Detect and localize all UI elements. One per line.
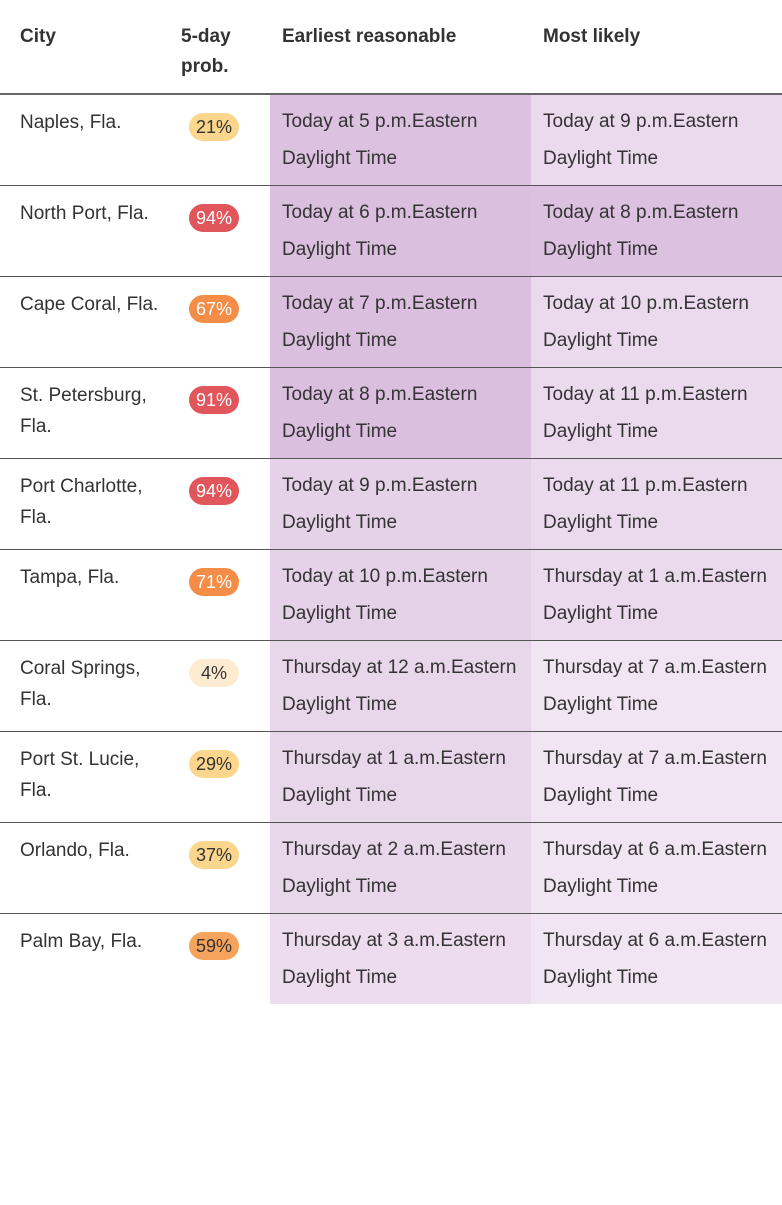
likely-arrival-cell <box>531 277 782 368</box>
earliest-arrival-cell <box>270 277 531 368</box>
likely-time: Thursday at 7 a.m. <box>543 657 702 678</box>
earliest-arrival-cell <box>270 368 531 459</box>
likely-time: Today at 10 p.m. <box>543 293 684 314</box>
table-row <box>0 94 782 186</box>
likely-timezone: Eastern Daylight Time <box>543 475 748 533</box>
probability-badge: 4% <box>189 659 239 687</box>
probability-badge: 67% <box>189 295 239 323</box>
earliest-arrival-cell <box>270 186 531 277</box>
probability-cell <box>165 550 270 641</box>
probability-cell <box>165 94 270 186</box>
probability-cell <box>165 277 270 368</box>
table-body <box>0 94 782 1004</box>
earliest-timezone: Eastern Daylight Time <box>282 566 488 624</box>
earliest-timezone: Eastern Daylight Time <box>282 293 478 351</box>
header-row <box>0 0 782 94</box>
city-cell: Port Charlotte, Fla. <box>0 459 165 550</box>
city-cell: North Port, Fla. <box>0 186 165 277</box>
likely-arrival-cell <box>531 186 782 277</box>
city-cell: Coral Springs, Fla. <box>0 641 165 732</box>
table-row <box>0 732 782 823</box>
earliest-arrival-cell <box>270 94 531 186</box>
likely-arrival-cell <box>531 914 782 1005</box>
earliest-timezone: Eastern Daylight Time <box>282 748 506 806</box>
probability-badge: 59% <box>189 932 239 960</box>
likely-timezone: Eastern Daylight Time <box>543 202 739 260</box>
earliest-time: Today at 6 p.m. <box>282 202 412 223</box>
earliest-arrival-cell <box>270 914 531 1005</box>
table-row <box>0 914 782 1005</box>
probability-cell <box>165 368 270 459</box>
likely-time: Thursday at 1 a.m. <box>543 566 702 587</box>
likely-time: Today at 8 p.m. <box>543 202 673 223</box>
table-row <box>0 459 782 550</box>
earliest-timezone: Eastern Daylight Time <box>282 111 478 169</box>
likely-timezone: Eastern Daylight Time <box>543 930 767 988</box>
city-cell: Tampa, Fla. <box>0 550 165 641</box>
earliest-time: Thursday at 1 a.m. <box>282 748 441 769</box>
earliest-time: Today at 5 p.m. <box>282 111 412 132</box>
earliest-time: Today at 7 p.m. <box>282 293 412 314</box>
likely-timezone: Eastern Daylight Time <box>543 839 767 897</box>
likely-timezone: Eastern Daylight Time <box>543 566 767 624</box>
likely-time: Today at 11 p.m. <box>543 384 683 405</box>
city-cell: St. Petersburg, Fla. <box>0 368 165 459</box>
earliest-time: Thursday at 2 a.m. <box>282 839 441 860</box>
earliest-arrival-cell <box>270 550 531 641</box>
likely-arrival-cell <box>531 732 782 823</box>
likely-timezone: Eastern Daylight Time <box>543 748 767 806</box>
earliest-timezone: Eastern Daylight Time <box>282 202 478 260</box>
table-row <box>0 823 782 914</box>
likely-timezone: Eastern Daylight Time <box>543 293 749 351</box>
probability-cell <box>165 459 270 550</box>
probability-badge: 94% <box>189 204 239 232</box>
likely-timezone: Eastern Daylight Time <box>543 657 767 715</box>
city-cell: Naples, Fla. <box>0 94 165 186</box>
earliest-time: Thursday at 3 a.m. <box>282 930 441 951</box>
likely-time: Thursday at 6 a.m. <box>543 839 702 860</box>
table-row <box>0 550 782 641</box>
earliest-timezone: Eastern Daylight Time <box>282 475 478 533</box>
likely-arrival-cell <box>531 550 782 641</box>
earliest-timezone: Eastern Daylight Time <box>282 384 478 442</box>
table-header <box>0 0 782 94</box>
likely-time: Today at 9 p.m. <box>543 111 673 132</box>
likely-time: Today at 11 p.m. <box>543 475 683 496</box>
city-cell: Cape Coral, Fla. <box>0 277 165 368</box>
likely-timezone: Eastern Daylight Time <box>543 111 739 169</box>
city-cell: Port St. Lucie, Fla. <box>0 732 165 823</box>
earliest-time: Today at 10 p.m. <box>282 566 423 587</box>
column-header-city: City <box>0 0 165 94</box>
earliest-time: Today at 8 p.m. <box>282 384 412 405</box>
earliest-arrival-cell <box>270 641 531 732</box>
probability-badge: 91% <box>189 386 239 414</box>
probability-badge: 94% <box>189 477 239 505</box>
likely-time: Thursday at 6 a.m. <box>543 930 702 951</box>
likely-arrival-cell <box>531 459 782 550</box>
probability-badge: 21% <box>189 113 239 141</box>
probability-badge: 37% <box>189 841 239 869</box>
earliest-time: Thursday at 12 a.m. <box>282 657 451 678</box>
table-row <box>0 277 782 368</box>
earliest-timezone: Eastern Daylight Time <box>282 930 506 988</box>
column-header-earliest: Earliest reasonable <box>270 0 531 94</box>
table-row <box>0 368 782 459</box>
city-cell: Palm Bay, Fla. <box>20 931 143 952</box>
likely-time: Thursday at 7 a.m. <box>543 748 702 769</box>
table-row <box>0 641 782 732</box>
likely-arrival-cell <box>531 641 782 732</box>
probability-cell <box>165 186 270 277</box>
earliest-timezone: Eastern Daylight Time <box>282 657 517 715</box>
probability-badge: 29% <box>189 750 239 778</box>
probability-badge: 71% <box>189 568 239 596</box>
earliest-arrival-cell <box>270 823 531 914</box>
likely-timezone: Eastern Daylight Time <box>543 384 748 442</box>
table-row <box>0 186 782 277</box>
likely-arrival-cell <box>531 94 782 186</box>
probability-cell <box>165 732 270 823</box>
city-cell: Orlando, Fla. <box>0 823 165 914</box>
probability-cell <box>165 914 270 1005</box>
earliest-timezone: Eastern Daylight Time <box>282 839 506 897</box>
probability-cell <box>165 641 270 732</box>
earliest-arrival-cell <box>270 459 531 550</box>
column-header-most-likely: Most likely <box>531 0 782 94</box>
likely-arrival-cell <box>531 368 782 459</box>
likely-arrival-cell <box>531 823 782 914</box>
probability-cell <box>165 823 270 914</box>
column-header-probability: 5-day prob. <box>165 0 270 94</box>
earliest-arrival-cell <box>270 732 531 823</box>
earliest-time: Today at 9 p.m. <box>282 475 412 496</box>
